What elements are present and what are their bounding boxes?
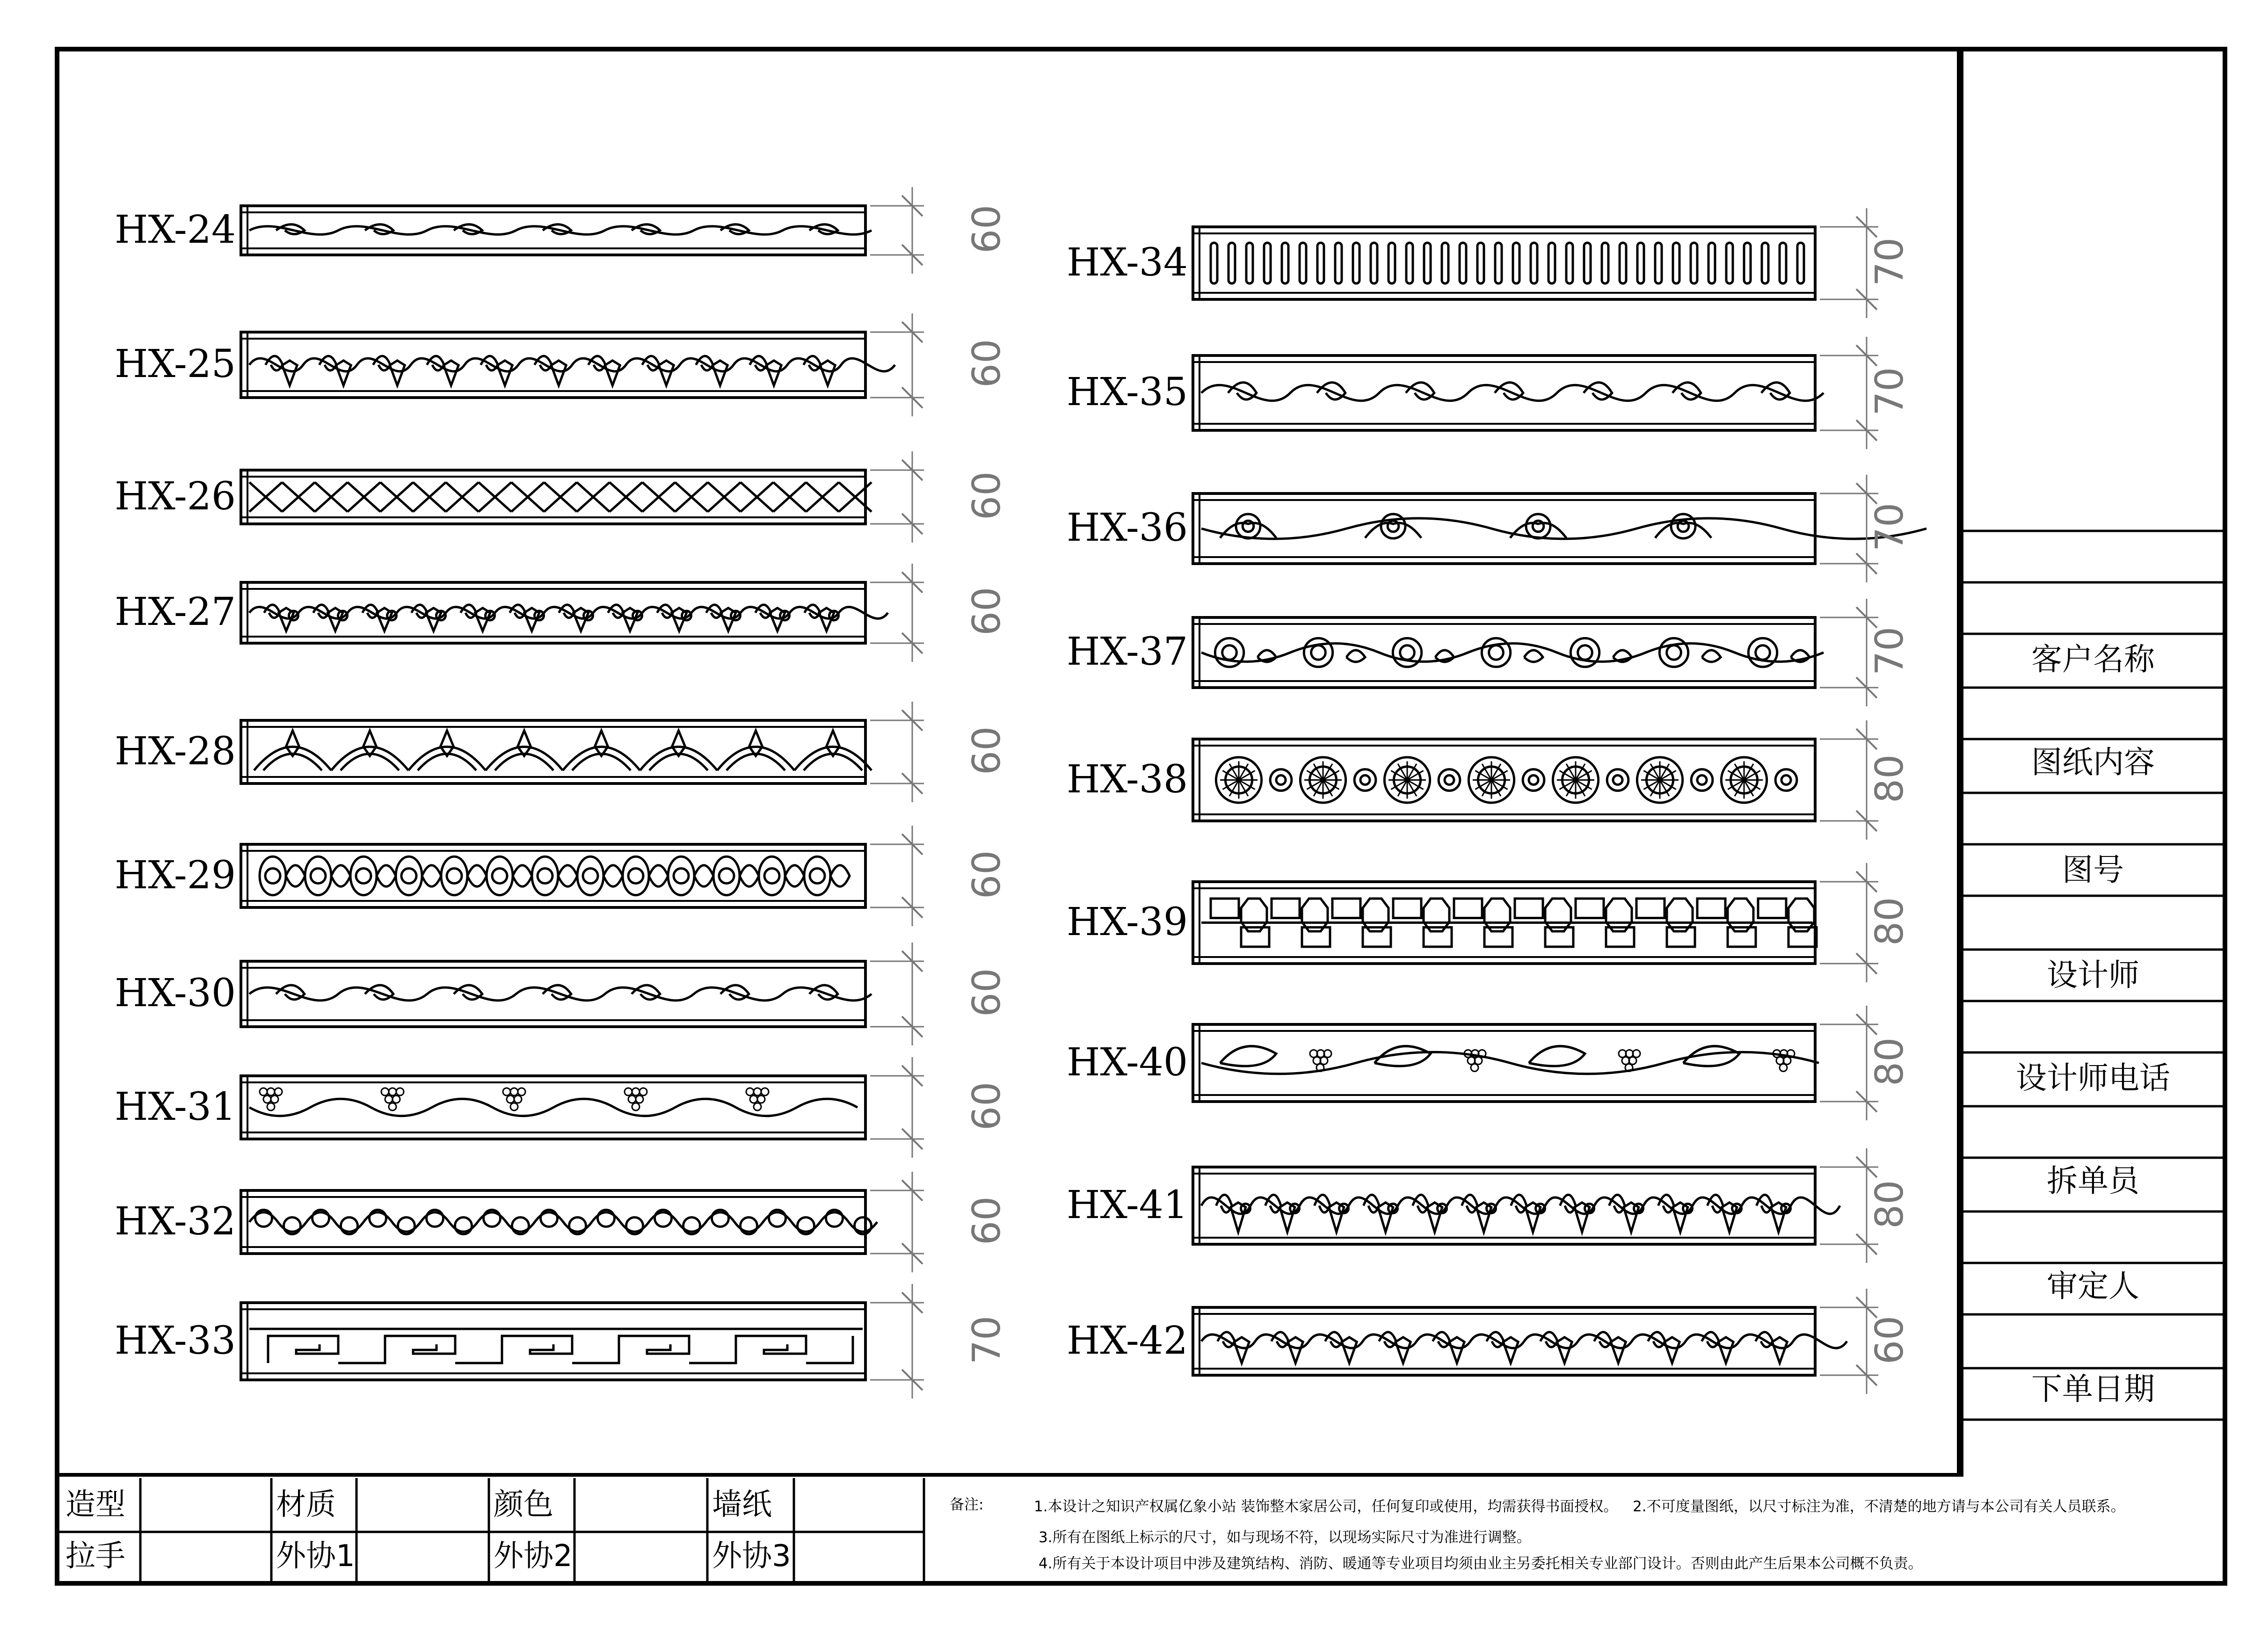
moulding-code: HX-38 bbox=[1067, 757, 1188, 802]
dimension-label: 60 bbox=[965, 587, 1009, 636]
dimension-label: 80 bbox=[1868, 897, 1912, 946]
title-block-field: 图号 bbox=[2062, 852, 2124, 888]
title-block-field: 审定人 bbox=[2047, 1268, 2139, 1304]
moulding-code: HX-37 bbox=[1067, 630, 1188, 674]
dimension-label: 70 bbox=[1868, 237, 1912, 286]
dimension-label: 60 bbox=[1868, 1315, 1912, 1364]
moulding-code: HX-27 bbox=[115, 590, 236, 634]
table-header: 墙纸 bbox=[712, 1487, 772, 1522]
moulding-code: HX-41 bbox=[1067, 1182, 1188, 1227]
moulding-code: HX-42 bbox=[1067, 1318, 1188, 1363]
moulding-code: HX-32 bbox=[115, 1199, 236, 1244]
notes-line-3: 4.所有关于本设计项目中涉及建筑结构、消防、暖通等专业项目均须由业主另委托相关专业部门设计。否则由此产生后果本公司概不负责。 bbox=[1039, 1555, 1923, 1572]
notes-line-1b: 2.不可度量图纸，以尺寸标注为准，不清楚的地方请与本公司有关人员联系。 bbox=[1633, 1498, 2125, 1515]
moulding-code: HX-26 bbox=[115, 474, 236, 519]
dimension-label: 70 bbox=[1868, 626, 1912, 675]
title-block-field: 拆单员 bbox=[2047, 1163, 2139, 1199]
moulding-code: HX-40 bbox=[1067, 1040, 1188, 1085]
moulding-code: HX-33 bbox=[115, 1318, 236, 1363]
dimension-label: 60 bbox=[965, 204, 1009, 254]
moulding-code: HX-39 bbox=[1067, 899, 1188, 944]
dimension-label: 60 bbox=[965, 726, 1009, 775]
title-block-field: 下单日期 bbox=[2031, 1371, 2155, 1407]
moulding-code: HX-28 bbox=[115, 729, 236, 774]
dimension-label: 70 bbox=[965, 1315, 1009, 1364]
dimension-label: 80 bbox=[1868, 1180, 1912, 1229]
moulding-code: HX-30 bbox=[115, 971, 236, 1015]
table-value: 外协3 bbox=[712, 1539, 791, 1574]
moulding-code: HX-31 bbox=[115, 1084, 236, 1129]
notes-line-1a: 1.本设计之知识产权属亿象小站 装饰整木家居公司，任何复印或使用，均需获得书面授权。 bbox=[1034, 1498, 1618, 1515]
dimension-label: 80 bbox=[1868, 1037, 1912, 1086]
title-block-field: 图纸内容 bbox=[2031, 744, 2155, 780]
dimension-label: 60 bbox=[965, 1196, 1009, 1245]
notes-line-2: 3.所有在图纸上标示的尺寸，如与现场不符，以现场实际尺寸为准进行调整。 bbox=[1039, 1529, 1531, 1546]
table-header: 造型 bbox=[65, 1487, 125, 1522]
dimension-label: 60 bbox=[965, 850, 1009, 899]
moulding-code: HX-25 bbox=[115, 342, 236, 386]
dimension-label: 60 bbox=[965, 339, 1009, 388]
title-block-field: 设计师电话 bbox=[2016, 1060, 2170, 1096]
table-header: 颜色 bbox=[494, 1487, 553, 1522]
dimension-label: 80 bbox=[1868, 754, 1912, 803]
moulding-code: HX-35 bbox=[1067, 370, 1188, 414]
table-value: 拉手 bbox=[65, 1539, 125, 1574]
dimension-label: 60 bbox=[965, 1081, 1009, 1131]
dimension-label: 60 bbox=[965, 471, 1009, 520]
moulding-code: HX-24 bbox=[115, 207, 236, 252]
dimension-label: 70 bbox=[1868, 367, 1912, 416]
notes-label: 备注: bbox=[950, 1496, 984, 1513]
table-value: 外协1 bbox=[276, 1539, 355, 1574]
moulding-code: HX-29 bbox=[115, 853, 236, 898]
table-header: 材质 bbox=[276, 1487, 336, 1522]
dimension-label: 70 bbox=[1868, 502, 1912, 551]
moulding-code: HX-36 bbox=[1067, 506, 1188, 550]
table-value: 外协2 bbox=[494, 1539, 573, 1574]
dimension-label: 60 bbox=[965, 968, 1009, 1017]
title-block-field: 客户名称 bbox=[2031, 641, 2155, 677]
title-block-field: 设计师 bbox=[2047, 957, 2139, 993]
moulding-code: HX-34 bbox=[1067, 240, 1188, 285]
